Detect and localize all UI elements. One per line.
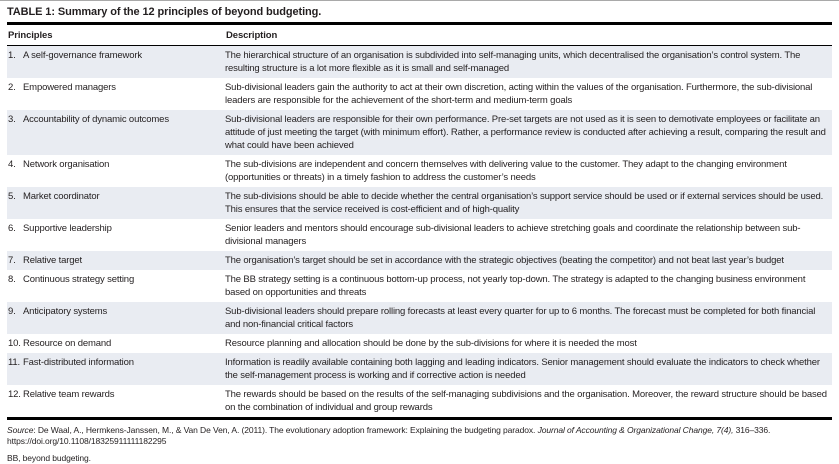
header-row [7, 24, 832, 46]
principle-cell [7, 302, 225, 334]
principle-cell [7, 110, 225, 155]
source-note [7, 425, 832, 447]
principle-cell [7, 385, 225, 419]
table-row [7, 78, 832, 110]
principle-label: Anticipatory systems [23, 306, 108, 317]
source-label: Source [7, 425, 34, 435]
description-cell: The organisation’s target should be set in accordance with the strategic objectives (beating the competitor) and not beat last year’s budget [225, 255, 784, 266]
source-journal: Journal of Accounting & Organizational Change, 7(4), [537, 425, 734, 435]
table-row [7, 251, 832, 270]
principle-number: 9. [8, 306, 16, 317]
table-notes [7, 420, 832, 464]
principle-cell [7, 251, 225, 270]
description-cell: Senior leaders and mentors should encourage sub-divisional leaders to achieve stretching goals and coordinate the relationship between sub-divisional managers [225, 223, 801, 247]
principle-label: Fast-distributed information [23, 357, 134, 368]
table-row [7, 155, 832, 187]
table-row [7, 334, 832, 353]
principle-cell [7, 78, 225, 110]
table-row [7, 187, 832, 219]
description-cell: Sub-divisional leaders gain the authority to act at their own discretion, acting within the values of the organisation. Furthermore, the sub-divisional leaders are responsible for the achievement of the short-term and medium-term goals [225, 82, 813, 106]
principle-number: 4. [8, 159, 16, 170]
principle-cell [7, 334, 225, 353]
principle-number: 11. [8, 357, 21, 368]
principle-cell [7, 46, 225, 79]
principles-table [7, 22, 832, 420]
principle-cell [7, 187, 225, 219]
principle-label: Relative target [23, 255, 83, 266]
table-row [7, 302, 832, 334]
column-header-principles: Principles [7, 24, 225, 46]
source-pages-doi: 316–336. https://doi.org/10.1108/18325911111182295 [7, 425, 771, 446]
description-cell: The BB strategy setting is a continuous bottom-up process, not yearly top-down. The strategy is adapted to the changing business environment based on opportunities and threats [225, 274, 806, 298]
principle-label: Accountability of dynamic outcomes [23, 114, 169, 125]
principle-cell [7, 219, 225, 251]
principle-cell [7, 155, 225, 187]
description-cell: Information is readily available containing both lagging and leading indicators. Senior management should evaluate the indicators to check whether the self-management process is working and if corrective action is needed [225, 357, 820, 381]
principle-number: 12. [8, 389, 21, 400]
principle-number: 5. [8, 191, 16, 202]
principle-label: Supportive leadership [23, 223, 112, 234]
principle-label: Resource on demand [23, 338, 112, 349]
description-cell: Sub-divisional leaders are responsible for their own performance. Pre-set targets are not used as it is seen to demotivate employees or facilitate an attitude of just meeting the target (with minimum effort). Rather, a performance review is conducted after achieving a result, comparing the result and what could have been achieved [225, 114, 826, 151]
principle-number: 2. [8, 82, 16, 93]
principle-number: 8. [8, 274, 16, 285]
table-row [7, 270, 832, 302]
principle-number: 3. [8, 114, 16, 125]
principle-number: 6. [8, 223, 16, 234]
table-title: TABLE 1: Summary of the 12 principles of beyond budgeting. [7, 6, 322, 18]
principle-cell [7, 270, 225, 302]
table-row [7, 353, 832, 385]
principle-number: 7. [8, 255, 16, 266]
column-header-description: Description [225, 24, 832, 46]
description-cell: The sub-divisions are independent and concern themselves with delivering value to the customer. They adapt to the changing environment (opportunities or threats) in a timely fashion to address the customer’s needs [225, 159, 787, 183]
description-cell: The rewards should be based on the results of the self-managing subdivisions and the organisation. Moreover, the reward structure should be based on the combination of individual and group rewards [225, 389, 827, 413]
table-row [7, 110, 832, 155]
principle-number: 10. [8, 338, 21, 349]
principle-label: Network organisation [23, 159, 110, 170]
principle-number: 1. [8, 50, 16, 61]
description-cell: Sub-divisional leaders should prepare rolling forecasts at least every quarter for up to 6 months. The forecast must be completed for both financial and non-financial critical factors [225, 306, 816, 330]
description-cell: The hierarchical structure of an organisation is subdivided into self-managing units, which decentralised the organisation’s control system. The resulting structure is a lot more flexible as it is small and self-managed [225, 50, 801, 74]
table-row [7, 385, 832, 419]
source-citation: : De Waal, A., Hermkens-Janssen, M., & Van De Ven, A. (2011). The evolutionary adoption framework: Explaining the budgeting paradox. [33, 425, 538, 435]
principle-cell [7, 353, 225, 385]
principle-label: Market coordinator [23, 191, 100, 202]
principle-label: Continuous strategy setting [23, 274, 135, 285]
description-cell: Resource planning and allocation should be done by the sub-divisions for where it is needed the most [225, 338, 637, 349]
table-row [7, 46, 832, 79]
principle-label: A self-governance framework [23, 50, 142, 61]
abbreviation-note: BB, beyond budgeting. [7, 453, 91, 463]
principle-label: Relative team rewards [23, 389, 115, 400]
description-cell: The sub-divisions should be able to decide whether the central organisation’s support service should be used or if external services should be used. This ensures that the service received is cost-efficient and of high-quality [225, 191, 824, 215]
principle-label: Empowered managers [23, 82, 116, 93]
table-row [7, 219, 832, 251]
